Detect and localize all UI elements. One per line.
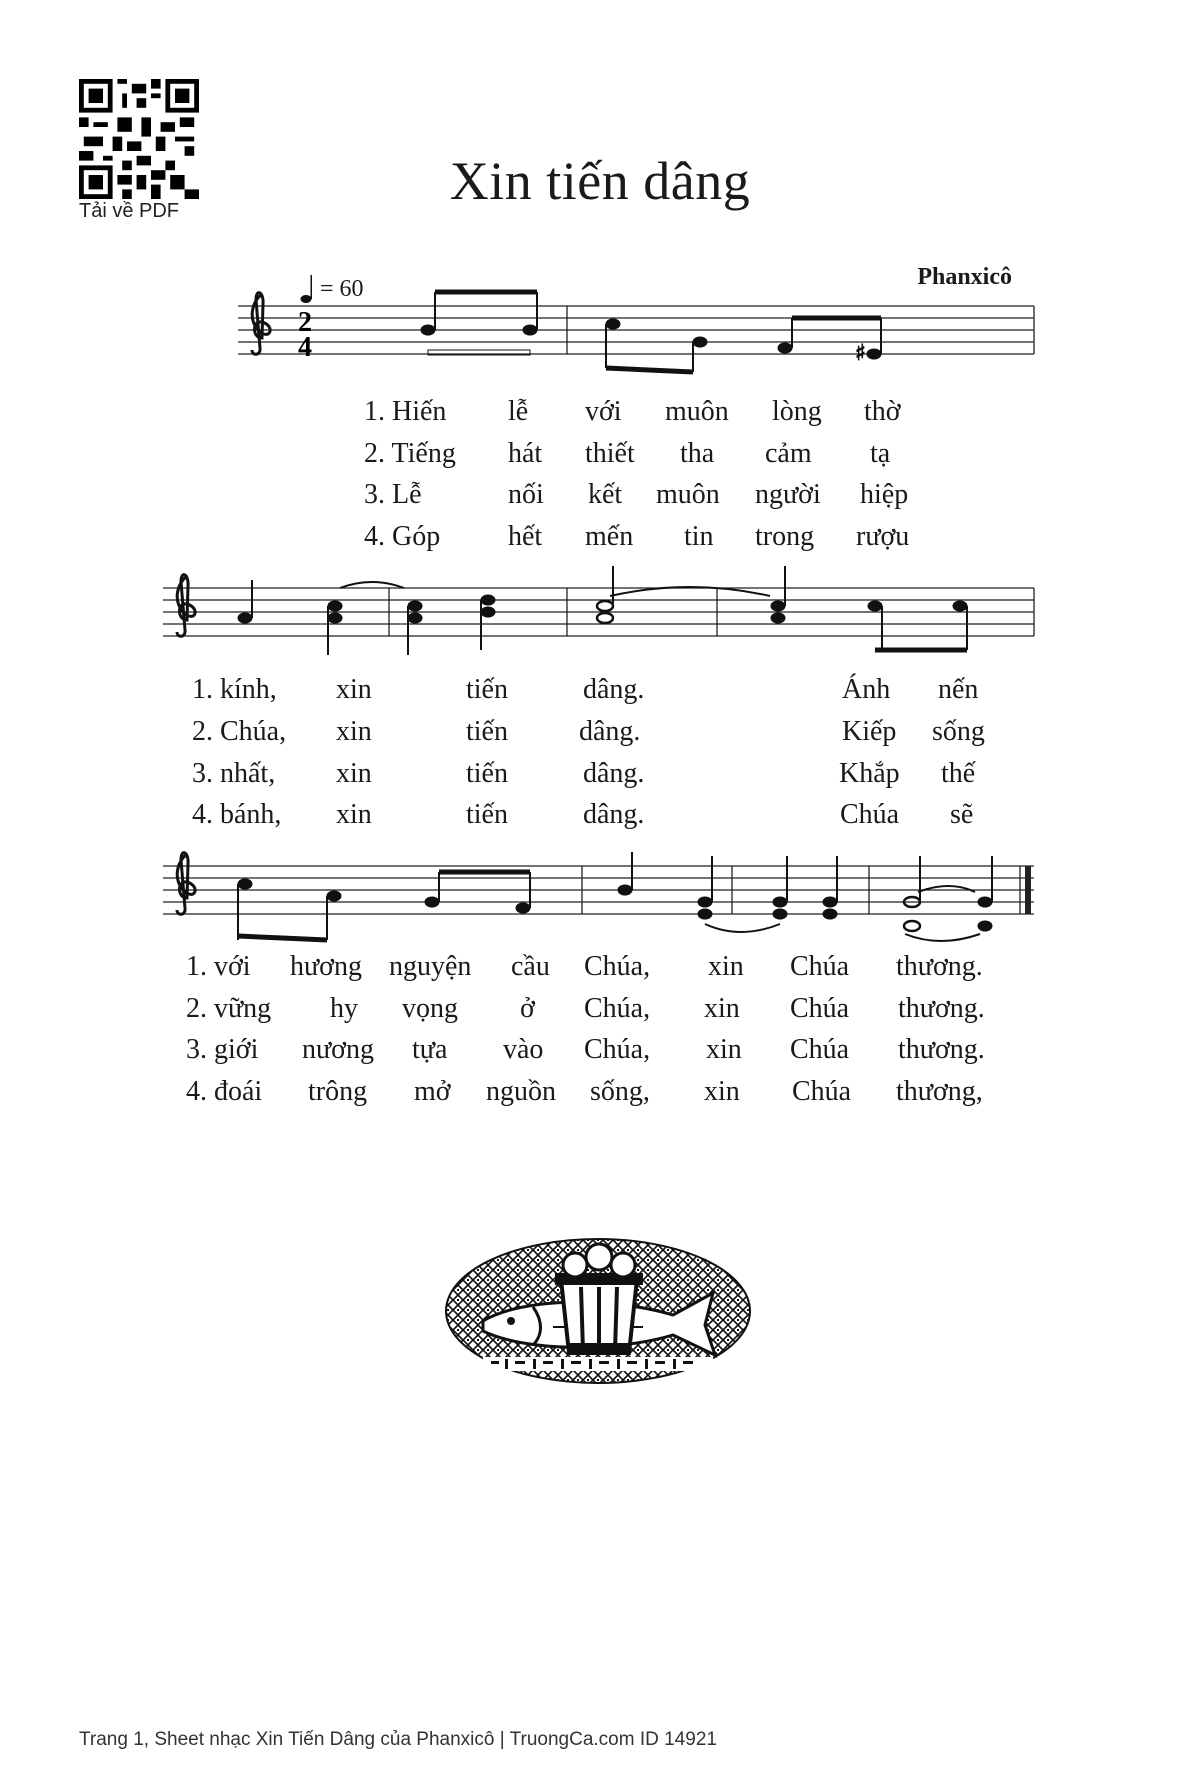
lyric: nguyện (389, 951, 472, 982)
lyric: Chúa, (584, 993, 651, 1024)
lyric: Chúa (790, 951, 850, 982)
lyric: tiến (466, 758, 508, 789)
lyric: tiến (466, 716, 508, 747)
lyric: hy (330, 993, 358, 1024)
lyric: muôn (656, 479, 720, 510)
lyric: với (585, 396, 622, 427)
svg-text:♯: ♯ (855, 341, 866, 366)
lyric: sẽ (950, 799, 974, 830)
lyric: dâng. (583, 758, 645, 789)
lyric: thế (941, 758, 976, 789)
lyric: xin (708, 951, 744, 982)
lyric: xin (704, 993, 740, 1024)
lyric: nguồn (486, 1076, 556, 1107)
lyric: xin (704, 1076, 740, 1107)
lyric: hương (290, 951, 362, 982)
staff-system-2 (163, 588, 1034, 636)
lyric: mở (414, 1076, 451, 1107)
lyric: Khắp (839, 758, 900, 789)
lyric: nến (938, 674, 979, 705)
notes-system-2 (238, 566, 967, 655)
lyric: 4. Góp (364, 521, 441, 552)
lyric: tựa (412, 1034, 448, 1065)
composer-name: Phanxicô (917, 264, 1012, 290)
staff-system-3 (163, 866, 1034, 914)
lyric: vào (503, 1034, 544, 1065)
lyric: rượu (856, 521, 910, 552)
lyric: nương (302, 1034, 374, 1065)
lyric: thương. (898, 1034, 985, 1065)
lyric: cầu (511, 951, 550, 982)
lyric: người (755, 479, 821, 510)
tempo-value: = 60 (320, 275, 364, 302)
lyric: 2. Tiếng (364, 438, 456, 469)
lyric: Chúa (840, 799, 900, 830)
lyric: muôn (665, 396, 729, 427)
lyric: tiến (466, 799, 508, 830)
lyric: dâng. (583, 674, 645, 705)
lyric: 1. với (186, 951, 251, 982)
lyric: thương. (896, 951, 983, 982)
lyric: 3. Lễ (364, 479, 422, 510)
lyric: thương, (896, 1076, 983, 1107)
lyric: trong (755, 521, 815, 552)
lyric: 2. vững (186, 993, 272, 1024)
lyric: tin (684, 521, 714, 552)
lyric: xin (336, 716, 372, 747)
lyric: trông (308, 1076, 368, 1107)
staff-system-1 (238, 306, 1034, 354)
lyric: hết (508, 521, 543, 552)
lyric: nối (508, 479, 544, 510)
lyric: 3. nhất, (192, 758, 276, 789)
lyric: kết (588, 479, 623, 510)
lyric: sống (932, 716, 985, 747)
lyric: Kiếp (842, 716, 897, 747)
lyric: tiến (466, 674, 508, 705)
lyric: xin (336, 758, 372, 789)
lyric: cảm (765, 438, 812, 469)
bread-fish-emblem-icon (443, 1235, 753, 1391)
lyric: 1. Hiến (364, 396, 447, 427)
lyric: xin (336, 799, 372, 830)
lyric: tạ (870, 438, 891, 469)
svg-text:2: 2 (298, 307, 312, 338)
svg-text:4: 4 (298, 332, 312, 363)
lyric: Chúa (790, 993, 850, 1024)
lyric: thương. (898, 993, 985, 1024)
lyric: lòng (772, 396, 822, 427)
lyric: 4. bánh, (192, 799, 282, 830)
lyric: xin (336, 674, 372, 705)
lyric: Chúa (792, 1076, 852, 1107)
lyric: xin (706, 1034, 742, 1065)
lyric: Ánh (842, 674, 891, 705)
lyric: Chúa, (584, 1034, 651, 1065)
lyric: Chúa (790, 1034, 850, 1065)
lyric: 3. giới (186, 1034, 259, 1065)
lyric: thờ (864, 396, 901, 427)
lyric: sống, (590, 1076, 650, 1107)
lyric: hát (508, 438, 543, 469)
lyric: ở (520, 993, 535, 1024)
lyric: Chúa, (584, 951, 651, 982)
lyric: dâng. (579, 716, 641, 747)
page-footer: Trang 1, Sheet nhạc Xin Tiến Dâng của Phanxicô | TruongCa.com ID 14921 (79, 1729, 717, 1750)
song-title: Xin tiến dâng (449, 151, 751, 211)
lyric: hiệp (860, 479, 909, 510)
lyric: mến (585, 521, 634, 552)
download-pdf-link[interactable]: Tải về PDF (79, 200, 180, 222)
notes-system-1 (421, 292, 881, 372)
lyric: lễ (508, 396, 529, 427)
lyric: dâng. (583, 799, 645, 830)
lyric: vọng (402, 993, 458, 1024)
lyric: 2. Chúa, (192, 716, 287, 747)
lyric: tha (680, 438, 715, 469)
lyric: thiết (585, 438, 635, 469)
lyric: 4. đoái (186, 1076, 263, 1107)
lyric: 1. kính, (192, 674, 277, 705)
